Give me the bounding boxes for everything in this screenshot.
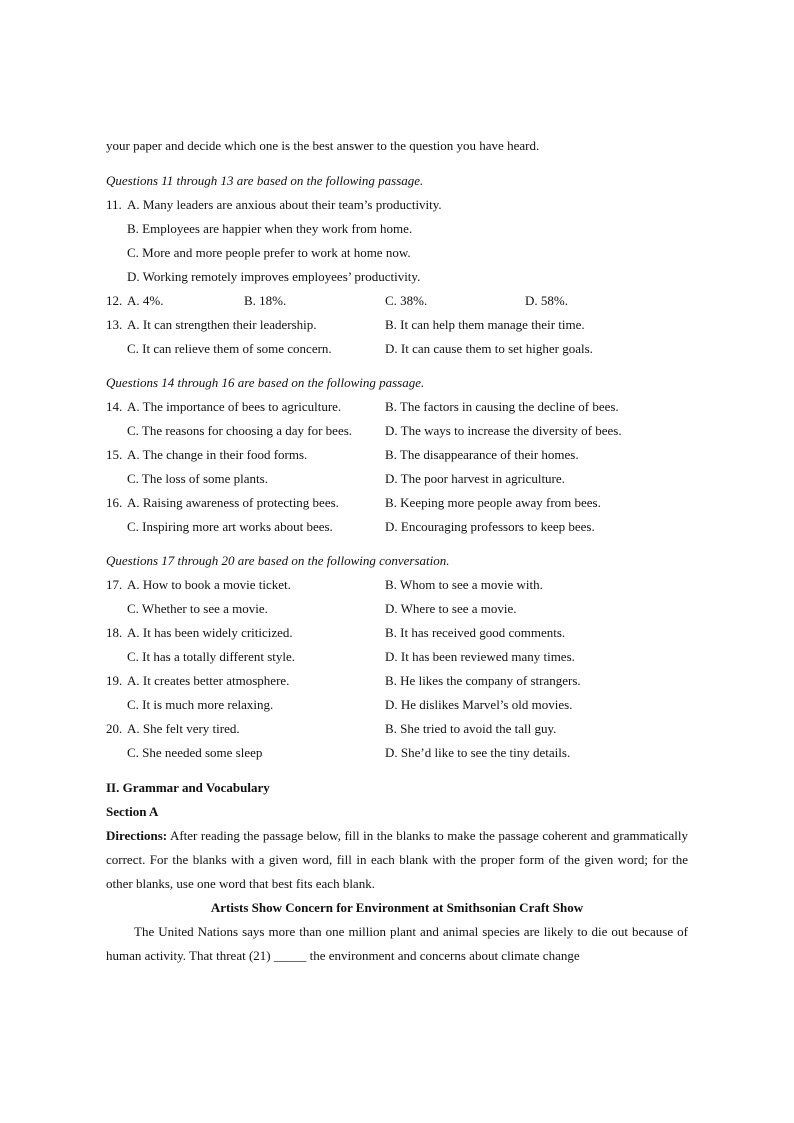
option-a: A. 4%. [127,293,164,308]
question-number: 19. [106,673,123,688]
option-b: B. Employees are happier when they work from home. [127,221,413,236]
option-b: B. It can help them manage their time. [385,317,585,332]
option-b: B. The factors in causing the decline of bees. [385,399,619,414]
question-19-row-2 [106,697,706,713]
question-number: 11. [106,197,122,212]
option-b: B. She tried to avoid the tall guy. [385,721,557,736]
option-c: C. The loss of some plants. [127,471,268,486]
question-18 [106,625,706,641]
question-number: 14. [106,399,123,414]
group-heading: Questions 11 through 13 are based on the following passage. [106,173,424,188]
group-heading: Questions 17 through 20 are based on the following conversation. [106,553,450,568]
option-b: B. 18%. [244,293,287,308]
question-11-option-c-row [106,245,706,261]
option-d: D. She’d like to see the tiny details. [385,745,571,760]
option-a: A. It creates better atmosphere. [127,673,290,688]
option-a: A. She felt very tired. [127,721,240,736]
option-c: C. It is much more relaxing. [127,697,274,712]
section-heading: II. Grammar and Vocabulary [106,780,270,795]
option-a: A. It can strengthen their leadership. [127,317,317,332]
question-17-row-2 [106,601,706,617]
question-15 [106,447,706,463]
option-a: A. Many leaders are anxious about their team’s productivity. [127,197,442,212]
question-14 [106,399,706,415]
option-a: A. How to book a movie ticket. [127,577,291,592]
question-16-row-2 [106,519,706,535]
passage-title: Artists Show Concern for Environment at Smithsonian Craft Show [210,900,584,915]
option-c: C. Whether to see a movie. [127,601,268,616]
option-d: D. He dislikes Marvel’s old movies. [385,697,573,712]
option-b: B. He likes the company of strangers. [385,673,581,688]
option-a: A. The change in their food forms. [127,447,308,462]
subsection-heading: Section A [106,804,159,819]
question-18-row-2 [106,649,706,665]
question-number: 16. [106,495,123,510]
option-c: C. It has a totally different style. [127,649,295,664]
question-16 [106,495,706,511]
question-11 [106,197,706,213]
option-c: C. More and more people prefer to work at home now. [127,245,411,260]
question-number: 18. [106,625,123,640]
directions-paragraph [106,824,688,896]
question-17 [106,577,706,593]
question-13 [106,317,706,333]
question-15-row-2 [106,471,706,487]
option-c: C. 38%. [385,293,428,308]
question-number: 20. [106,721,123,736]
group-heading: Questions 14 through 16 are based on the following passage. [106,375,425,390]
question-20-row-2 [106,745,706,761]
option-d: D. Encouraging professors to keep bees. [385,519,595,534]
intro-line: your paper and decide which one is the best answer to the question you have heard. [106,138,540,153]
question-11-option-d-row [106,269,706,285]
option-d: D. The ways to increase the diversity of bees. [385,423,622,438]
option-b: B. It has received good comments. [385,625,566,640]
option-d: D. It has been reviewed many times. [385,649,575,664]
question-number: 13. [106,317,123,332]
question-number: 17. [106,577,123,592]
directions-label: Directions: [106,828,168,843]
option-d: D. It can cause them to set higher goals. [385,341,593,356]
option-d: D. 58%. [525,293,568,308]
question-11-option-b-row [106,221,706,237]
directions-text: After reading the passage below, fill in the blanks to make the passage coherent and grammatically correct. For the blanks with a given word, fill in each blank with the proper form of the given word; for the other blanks, use one word that best fits each blank. [106,828,688,891]
option-b: B. Whom to see a movie with. [385,577,543,592]
question-number: 15. [106,447,123,462]
option-c: C. She needed some sleep [127,745,263,760]
option-c: C. The reasons for choosing a day for bees. [127,423,353,438]
question-14-row-2 [106,423,706,439]
option-a: A. It has been widely criticized. [127,625,293,640]
question-20 [106,721,706,737]
question-19 [106,673,706,689]
option-d: D. Where to see a movie. [385,601,517,616]
option-b: B. Keeping more people away from bees. [385,495,601,510]
option-d: D. Working remotely improves employees’ productivity. [127,269,421,284]
option-b: B. The disappearance of their homes. [385,447,579,462]
option-d: D. The poor harvest in agriculture. [385,471,565,486]
question-13-row-2 [106,341,706,357]
option-c: C. Inspiring more art works about bees. [127,519,333,534]
option-c: C. It can relieve them of some concern. [127,341,332,356]
question-12 [106,293,706,309]
passage-text: The United Nations says more than one million plant and animal species are likely to die out because of human activity. That threat (21) _____ the environment and concerns about climate change [106,924,688,963]
option-a: A. Raising awareness of protecting bees. [127,495,339,510]
question-number: 12. [106,293,123,308]
option-a: A. The importance of bees to agriculture. [127,399,342,414]
